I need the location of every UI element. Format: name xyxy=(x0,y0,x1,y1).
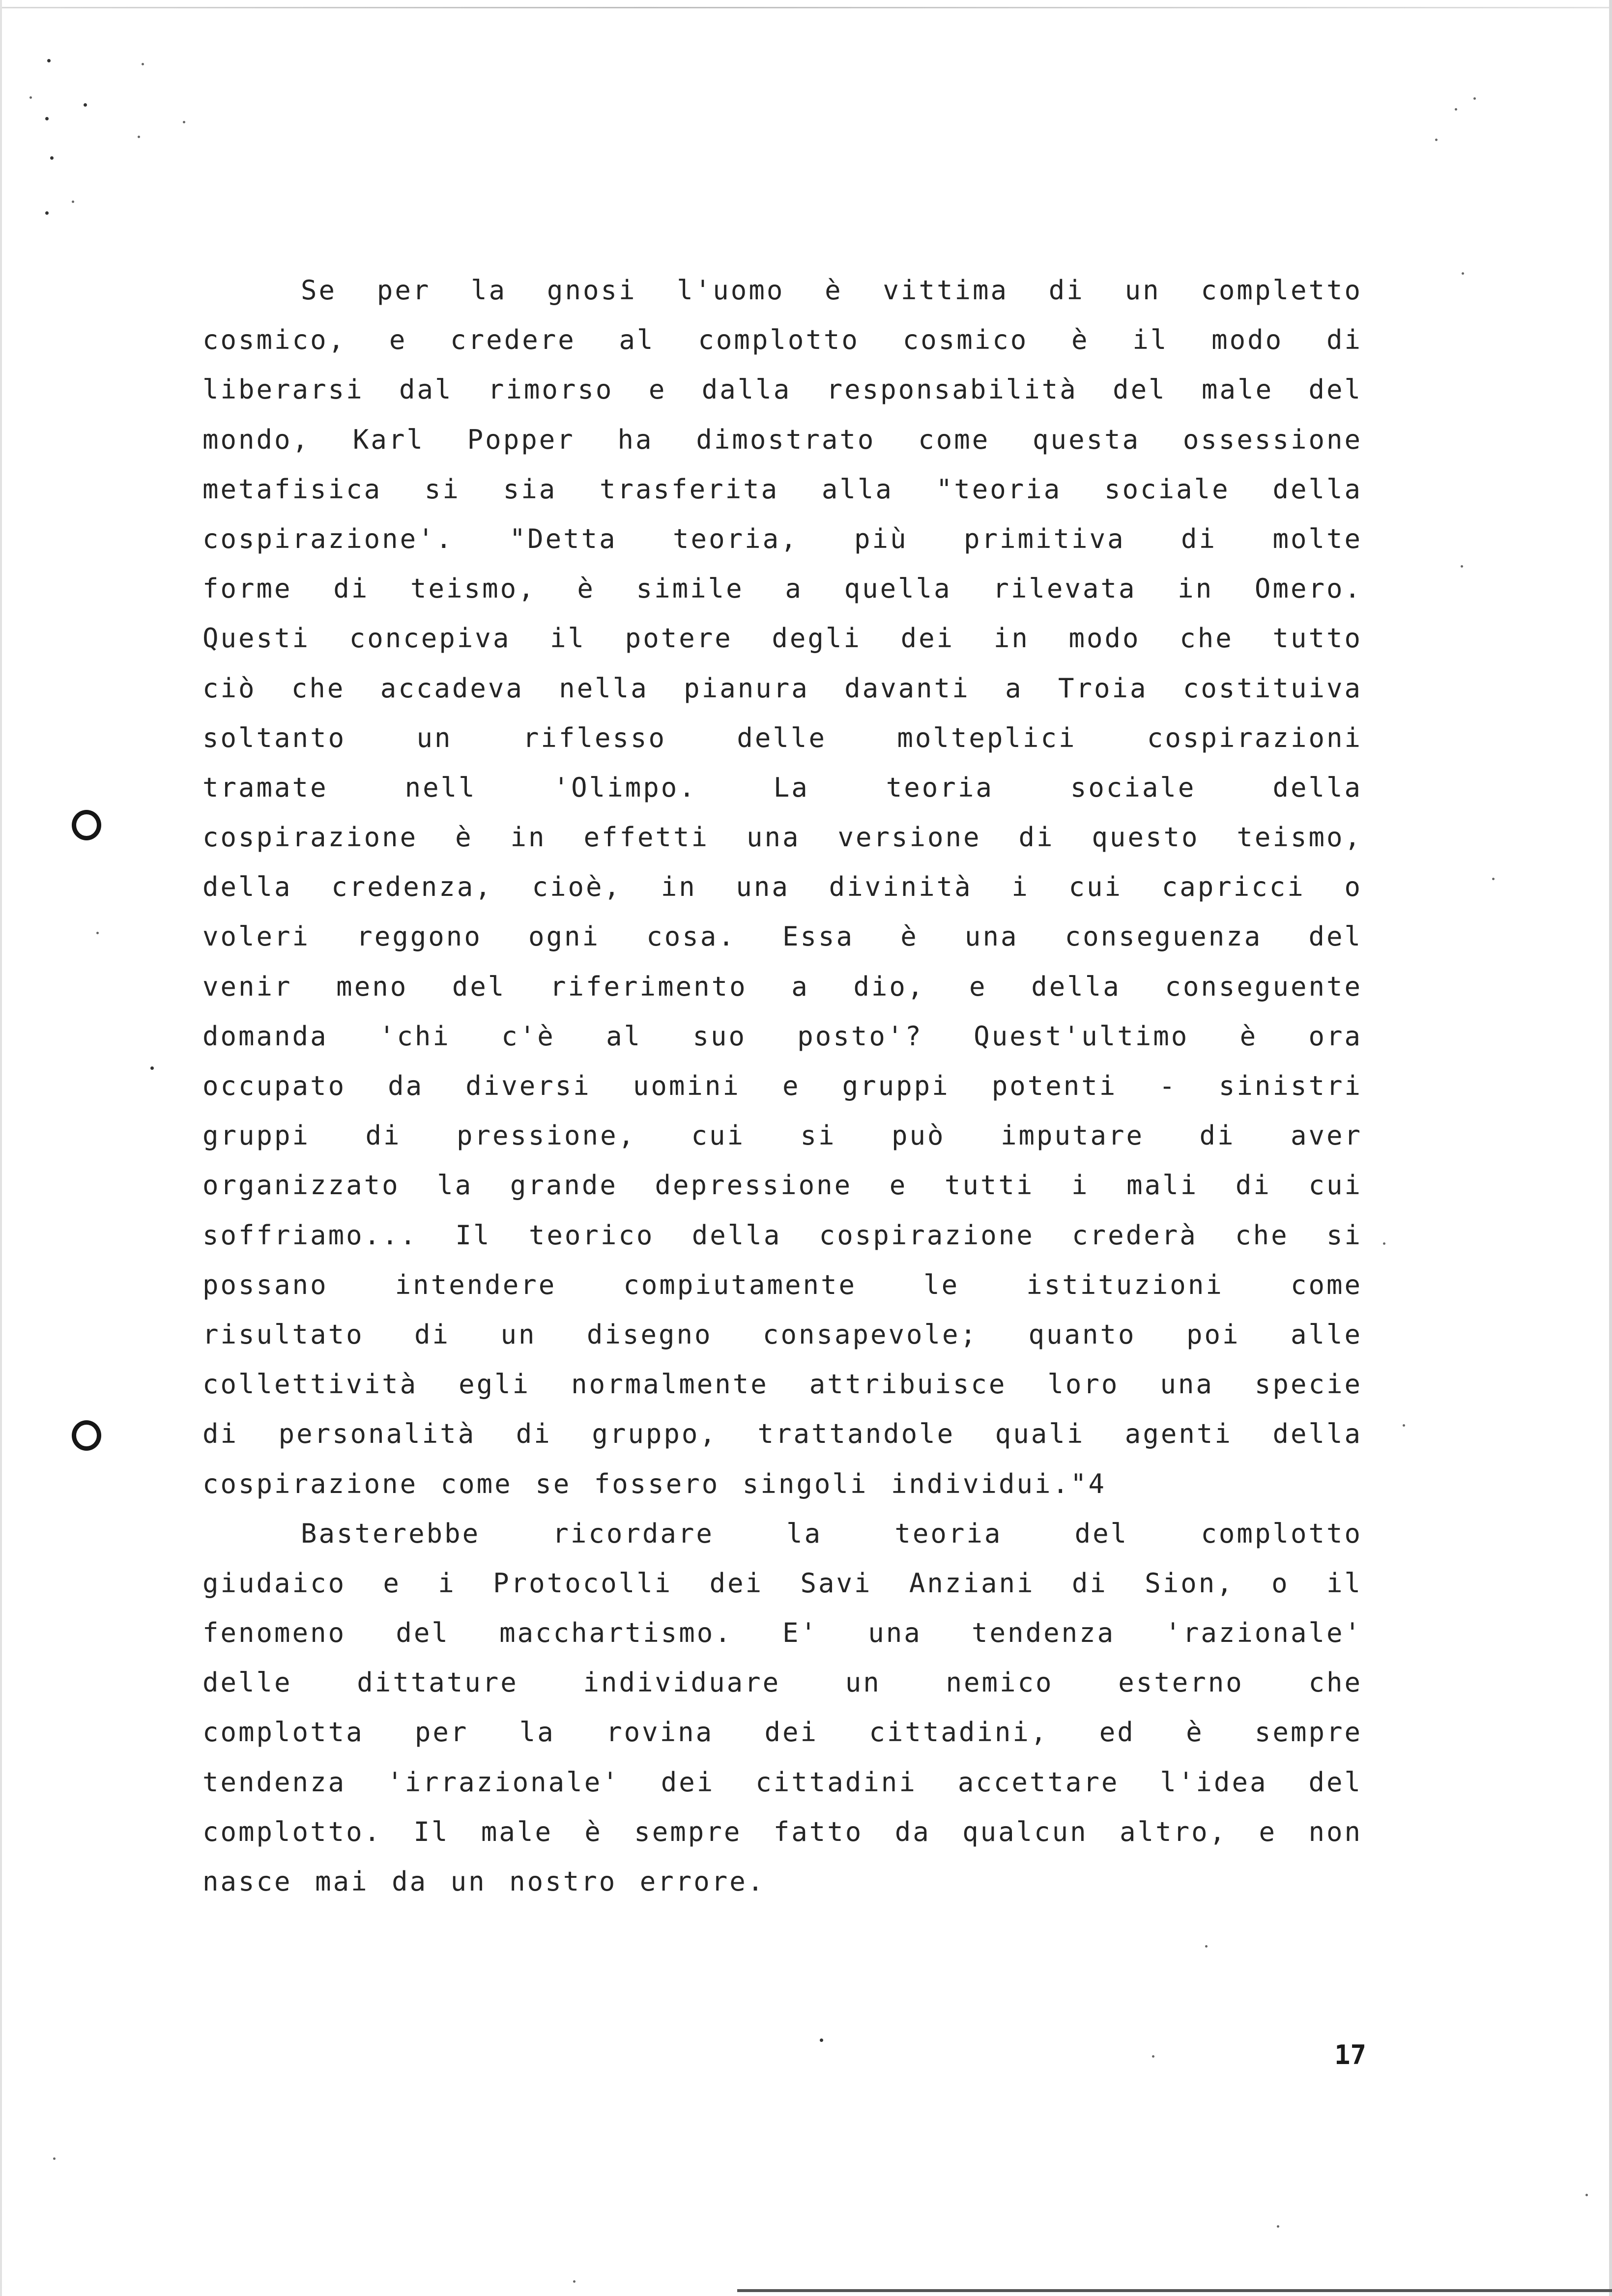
speck xyxy=(1462,272,1464,275)
page-number: 17 xyxy=(1334,2039,1366,2070)
speck xyxy=(72,201,74,203)
text-line: nasce mai da un nostro errore. xyxy=(202,1866,766,1897)
speck xyxy=(1461,565,1463,568)
speck xyxy=(1585,2194,1588,2196)
text-line: soffriamo... Il teorico della cospirazione crederà che si xyxy=(202,1219,1362,1251)
speck xyxy=(50,156,54,160)
text-line: tendenza 'irrazionale' dei cittadini accettare l'idea del xyxy=(202,1766,1362,1798)
speck xyxy=(1455,108,1457,111)
speck xyxy=(820,2038,823,2042)
text-line: risultato di un disegno consapevole; quanto poi alle xyxy=(202,1319,1362,1350)
body-text xyxy=(202,265,1362,1906)
text-line: cosmico, e credere al complotto cosmico è il modo di xyxy=(202,324,1362,356)
speck xyxy=(1435,139,1438,141)
scan-edge-top xyxy=(0,7,1612,8)
text-line: cospirazione'. "Detta teoria, più primitiva di molte xyxy=(202,523,1362,554)
speck xyxy=(84,103,87,107)
text-line: Questi concepiva il potere degli dei in modo che tutto xyxy=(202,623,1362,654)
text-line: di personalità di gruppo, trattandole quali agenti della xyxy=(202,1418,1362,1450)
scan-edge-bottom xyxy=(737,2289,1612,2292)
text-line: cospirazione è in effetti una versione di questo teismo, xyxy=(202,822,1362,853)
speck xyxy=(138,136,140,138)
text-line: ciò che accadeva nella pianura davanti a Troia costituiva xyxy=(202,672,1362,704)
text-line: della credenza, cioè, in una divinità i cui capricci o xyxy=(202,871,1362,903)
text-line: organizzato la grande depressione e tutti i mali di cui xyxy=(202,1170,1362,1201)
speck xyxy=(96,932,99,934)
text-line: Se per la gnosi l'uomo è vittima di un completto xyxy=(301,275,1362,306)
speck xyxy=(1277,2225,1279,2228)
text-line: voleri reggono ogni cosa. Essa è una conseguenza del xyxy=(202,921,1362,952)
text-line: metafisica si sia trasferita alla "teoria sociale della xyxy=(202,473,1362,505)
text-line: delle dittature individuare un nemico esterno che xyxy=(202,1667,1362,1698)
speck xyxy=(1403,1424,1405,1427)
paragraph-2 xyxy=(202,1509,1362,1907)
speck xyxy=(1383,1242,1385,1245)
text-line: giudaico e i Protocolli dei Savi Anziani di Sion, o il xyxy=(202,1567,1362,1599)
speck xyxy=(1205,1945,1208,1948)
scan-edge-left xyxy=(0,0,2,2296)
text-line: forme di teismo, è simile a quella rilevata in Omero. xyxy=(202,573,1362,604)
text-line: mondo, Karl Popper ha dimostrato come questa ossessione xyxy=(202,424,1362,455)
text-line: venir meno del riferimento a dio, e della conseguente xyxy=(202,971,1362,1002)
speck xyxy=(45,117,49,120)
text-line: soltanto un riflesso delle molteplici cospirazioni xyxy=(202,722,1362,753)
speck xyxy=(53,2157,56,2160)
speck xyxy=(142,63,144,65)
speck xyxy=(1473,97,1476,100)
binder-hole-upper xyxy=(72,810,101,840)
speck xyxy=(150,1066,154,1070)
scan-edge-right xyxy=(1609,0,1612,2296)
text-line: liberarsi dal rimorso e dalla responsabilità del male del xyxy=(202,374,1362,405)
text-line: complotta per la rovina dei cittadini, ed è sempre xyxy=(202,1717,1362,1748)
paragraph-1 xyxy=(202,265,1362,1509)
speck xyxy=(183,121,185,123)
speck xyxy=(45,211,49,215)
speck xyxy=(1492,878,1495,880)
speck xyxy=(47,59,51,62)
binder-hole-lower xyxy=(72,1420,101,1451)
text-line: complotto. Il male è sempre fatto da qualcun altro, e non xyxy=(202,1816,1362,1847)
text-line: domanda 'chi c'è al suo posto'? Quest'ultimo è ora xyxy=(202,1020,1362,1052)
text-line: fenomeno del macchartismo. E' una tendenza 'razionale' xyxy=(202,1617,1362,1649)
text-line: collettività egli normalmente attribuisce loro una specie xyxy=(202,1369,1362,1400)
text-line: Basterebbe ricordare la teoria del complotto xyxy=(301,1518,1362,1549)
speck xyxy=(573,2280,576,2283)
text-line: cospirazione come se fossero singoli individui."4 xyxy=(202,1468,1107,1499)
text-line: possano intendere compiutamente le istituzioni come xyxy=(202,1269,1362,1300)
speck xyxy=(1152,2055,1154,2058)
text-line: occupato da diversi uomini e gruppi potenti - sinistri xyxy=(202,1070,1362,1101)
text-line: tramate nell 'Olimpo. La teoria sociale della xyxy=(202,772,1362,803)
speck xyxy=(29,96,32,99)
text-line: gruppi di pressione, cui si può imputare di aver xyxy=(202,1120,1362,1151)
